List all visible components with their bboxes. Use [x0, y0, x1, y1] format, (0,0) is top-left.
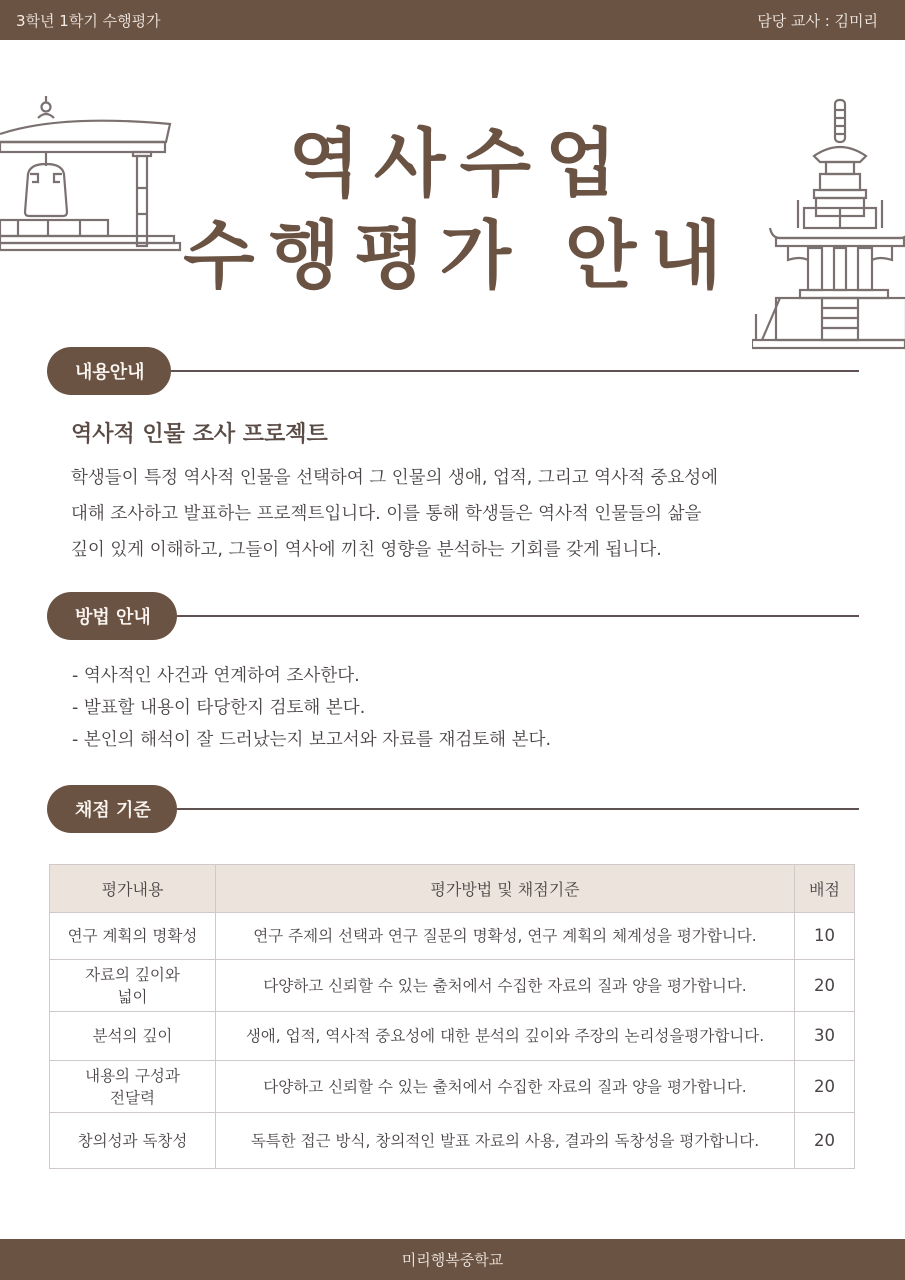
- section-divider: [177, 808, 859, 810]
- title-line-2: 수행평가 안내: [183, 213, 736, 299]
- description-line: 대해 조사하고 발표하는 프로젝트입니다. 이를 통해 학생들은 역사적 인물들의 삶을: [71, 504, 702, 524]
- semester-label: 3학년 1학기 수행평가: [16, 11, 161, 30]
- table-header-row: [50, 865, 855, 913]
- cell-score: 30: [795, 1012, 855, 1061]
- table-row: [50, 1113, 855, 1169]
- cell-criteria: 연구 주제의 선택과 연구 질문의 명확성, 연구 계획의 체계성을 평가합니다.: [216, 913, 795, 960]
- cell-item: 분석의 깊이: [50, 1012, 216, 1061]
- section-pill-method: 방법 안내: [47, 592, 177, 640]
- method-item: - 본인의 해석이 잘 드러났는지 보고서와 자료를 재검토해 본다.: [72, 730, 552, 750]
- cell-score: 10: [795, 913, 855, 960]
- cell-item: 자료의 깊이와 넓이: [50, 960, 216, 1012]
- cell-item: 창의성과 독창성: [50, 1113, 216, 1169]
- method-list: [72, 660, 551, 756]
- top-bar: [0, 0, 905, 40]
- footer-bar: [0, 1239, 905, 1280]
- project-description: [71, 460, 791, 568]
- cell-score: 20: [795, 1061, 855, 1113]
- table-row: [50, 960, 855, 1012]
- cell-criteria: 생애, 업적, 역사적 중요성에 대한 분석의 깊이와 주장의 논리성을평가합니다.: [216, 1012, 795, 1061]
- description-line: 학생들이 특정 역사적 인물을 선택하여 그 인물의 생애, 업적, 그리고 역사적 중요성에: [71, 468, 719, 488]
- criteria-table: [49, 864, 855, 1169]
- section-divider: [177, 615, 859, 617]
- column-header-criteria: 평가방법 및 채점기준: [216, 865, 795, 913]
- section-pill-content: 내용안내: [47, 347, 171, 395]
- section-header-method: [47, 592, 859, 640]
- table-row: [50, 1012, 855, 1061]
- column-header-score: 배점: [795, 865, 855, 913]
- section-header-criteria: [47, 785, 859, 833]
- table-row: [50, 913, 855, 960]
- cell-item: 연구 계획의 명확성: [50, 913, 216, 960]
- cell-criteria: 독특한 접근 방식, 창의적인 발표 자료의 사용, 결과의 독창성을 평가합니다.: [216, 1113, 795, 1169]
- teacher-label: 담당 교사 : 김미리: [757, 11, 878, 30]
- cell-item: 내용의 구성과 전달력: [50, 1061, 216, 1113]
- cell-score: 20: [795, 960, 855, 1012]
- column-header-item: 평가내용: [50, 865, 216, 913]
- project-subtitle: 역사적 인물 조사 프로젝트: [71, 422, 328, 447]
- method-item: - 역사적인 사건과 연계하여 조사한다.: [72, 666, 360, 686]
- description-line: 깊이 있게 이해하고, 그들이 역사에 끼친 영향을 분석하는 기회를 갖게 됩니다.: [71, 540, 662, 560]
- title-line-1: 역사수업: [288, 121, 631, 207]
- section-header-content: [47, 347, 859, 395]
- method-item: - 발표할 내용이 타당한지 검토해 본다.: [72, 698, 366, 718]
- table-row: [50, 1061, 855, 1113]
- section-pill-criteria: 채점 기준: [47, 785, 177, 833]
- cell-criteria: 다양하고 신뢰할 수 있는 출처에서 수집한 자료의 질과 양을 평가합니다.: [216, 1061, 795, 1113]
- school-name: 미리행복중학교: [401, 1251, 504, 1269]
- cell-criteria: 다양하고 신뢰할 수 있는 출처에서 수집한 자료의 질과 양을 평가합니다.: [216, 960, 795, 1012]
- section-divider: [171, 370, 859, 372]
- page-title: [0, 118, 905, 302]
- cell-score: 20: [795, 1113, 855, 1169]
